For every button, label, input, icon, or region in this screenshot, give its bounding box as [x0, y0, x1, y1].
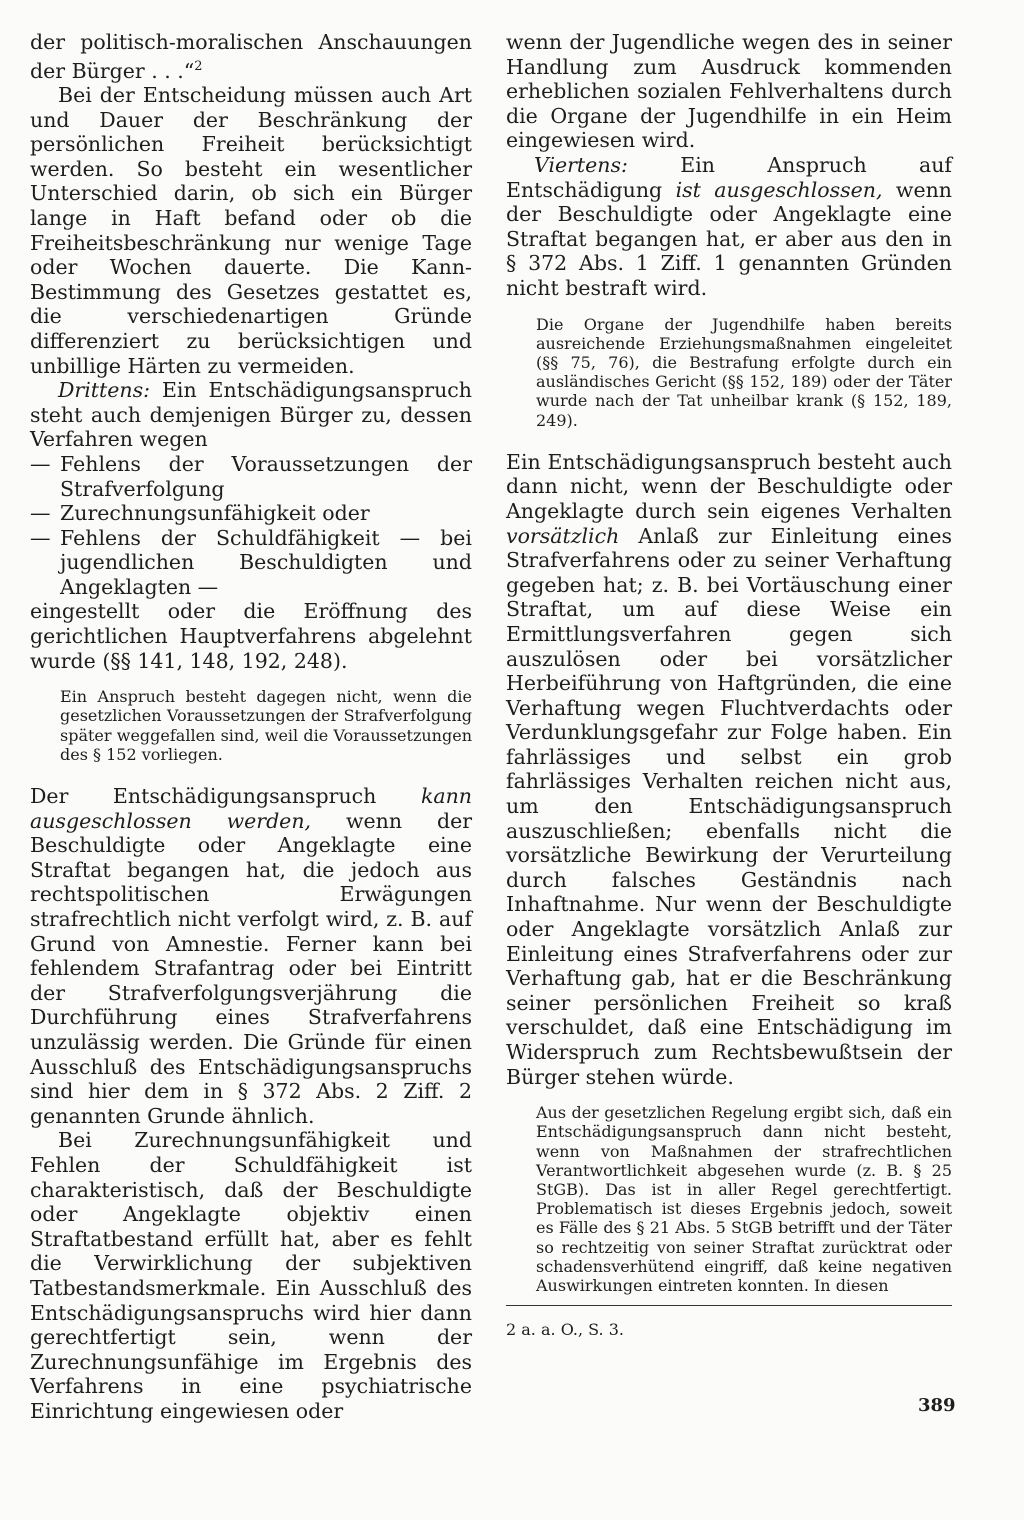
note-text: Ein Anspruch besteht dagegen nicht, wenn die gesetzlichen Voraussetzungen der Strafverfolgung später weggefallen sind, weil die Voraussetzungen des § 152 vorliegen.: [60, 687, 472, 764]
footnote-ref: 2: [194, 58, 203, 74]
list-item: — Zurechnungsunfähigkeit oder: [30, 501, 472, 526]
paragraph-text: wenn der Beschuldigte oder Angeklagte eine Straftat begangen hat, die jedoch aus rechtspolitischen Erwägungen strafrechtlich nicht verfolgt wird, z. B. auf Grund von Amnestie. Ferner kann bei fehlendem Strafantrag oder bei Eintritt der Strafverfolgungsverjährung die Durchführung eines Strafverfahrens unzulässig werden. Die Gründe für einen Ausschluß des Entschädigungsanspruchs sind hier dem in § 372 Abs. 2 Ziff. 2 genannten Grunde ähnlich.: [30, 808, 472, 1128]
paragraph-text: Anlaß zur Einleitung eines Strafverfahrens oder zu seiner Verhaftung gegeben hat; z. B. bei Vortäuschung einer Straftat, um auf diese Weise ein Ermittlungsverfahren gegen sich auszulösen oder bei vorsätzlicher Herbeiführung von Haftgründen, die eine Verhaftung wegen Fluchtverdachts oder Verdunklungsgefahr zur Folge haben. Ein fahrlässiges und selbst ein grob fahrlässiges Verhalten reichen nicht aus, um den Entschädigungsanspruch auszuschließen; ebenfalls nicht die vorsätzliche Bewirkung der Verurteilung durch falsches Geständnis nach Inhaftnahme. Nur wenn der Beschuldigte oder Angeklagte vorsätzlich Anlaß zur Einleitung eines Strafverfahrens oder zur Verhaftung gab, hat er die Beschränkung seiner persönlichen Freiheit so kraß verschuldet, daß eine Entschädigung im Widerspruch zum Rechtsbewußtsein der Bürger stehen würde.: [506, 523, 952, 1089]
emphasis: kann ausgeschlossen werden,: [30, 784, 472, 833]
paragraph-text: wenn der Beschuldigte oder Angeklagte eine Straftat begangen hat, er aber aus den in § 372 Abs. 1 Ziff. 1 genannten Gründen nicht bestraft wird.: [506, 177, 952, 300]
paragraph-text: Ein Anspruch auf Entschädigung: [506, 152, 952, 202]
footnote: 2 a. a. O., S. 3.: [506, 1320, 624, 1339]
paragraph: [506, 153, 952, 301]
paragraph-text: Ein Entschädigungsanspruch steht auch demjenigen Bürger zu, dessen Verfahren wegen: [30, 378, 472, 452]
note-block: [30, 687, 472, 764]
note-text: Aus der gesetzlichen Regelung ergibt sich, daß ein Entschädigungsanspruch dann nicht besteht, wenn von Maßnahmen der strafrechtlichen Verantwortlichkeit abgesehen wurde (z. B. § 25 StGB). Das ist in aller Regel gerechtfertigt. Problematisch ist dieses Ergebnis jedoch, soweit es Fälle des § 21 Abs. 5 StGB betrifft und der Täter so rechtzeitig von seiner Straftat zurücktrat oder schadensverhütend eingriff, daß keine negativen Auswirkungen eintreten konnten. In diesen: [536, 1103, 952, 1296]
section-label: Viertens:: [534, 152, 628, 177]
section-label: Drittens:: [58, 378, 151, 403]
right-column: [506, 30, 952, 1295]
paragraph: [30, 30, 472, 83]
note-block: [506, 1103, 952, 1295]
emphasis: vorsätzlich: [506, 523, 620, 548]
paragraph: Bei der Entscheidung müssen auch Art und Dauer der Beschränkung der persönlichen Freiheit berücksichtigt werden. So besteht ein wesentlicher Unterschied darin, ob sich ein Bürger lange in Haft befand oder ob die Freiheitsbeschränkung nur wenige Tage oder Wochen dauerte. Die Kann-Bestimmung des Gesetzes gestattet es, die verschiedenartigen Gründe differenziert zu berücksichtigen und unbillige Härten zu vermeiden.: [30, 83, 472, 378]
paragraph-text: Ein Entschädigungsanspruch besteht auch dann nicht, wenn der Beschuldigte oder Angeklagte durch sein eigenes Verhalten: [506, 449, 952, 523]
paragraph: [506, 450, 952, 1089]
list-item: — Fehlens der Schuldfähigkeit — bei jugendlichen Beschuldigten und Angeklagten —: [30, 526, 472, 600]
footnote-divider: [506, 1305, 952, 1306]
paragraph-text: der politisch-moralischen Anschauungen der Bürger . . .“: [30, 30, 472, 83]
page-number: 389: [918, 1395, 956, 1416]
paragraph-text: Der Entschädigungsanspruch: [30, 784, 421, 809]
paragraph: wenn der Jugendliche wegen des in seiner Handlung zum Ausdruck kommenden erheblichen sozialen Fehlverhaltens durch die Organe der Jugendhilfe in ein Heim eingewiesen wird.: [506, 30, 952, 153]
emphasis: ist ausgeschlossen,: [675, 177, 883, 202]
paragraph: eingestellt oder die Eröffnung des gerichtlichen Hauptverfahrens abgelehnt wurde (§§ 141, 148, 192, 248).: [30, 599, 472, 673]
paragraph: [30, 784, 472, 1128]
left-column: [30, 30, 472, 1424]
paragraph: [30, 378, 472, 452]
note-text: Die Organe der Jugendhilfe haben bereits ausreichende Erziehungsmaßnahmen eingeleitet (§§ 75, 76), die Bestrafung erfolgte durch ein ausländisches Gericht (§§ 152, 189) oder der Täter wurde nach der Tat unheilbar krank (§ 152, 189, 249).: [536, 314, 952, 430]
dash-list: [30, 452, 472, 600]
note-block: [506, 315, 952, 430]
paragraph: Bei Zurechnungsunfähigkeit und Fehlen der Schuldfähigkeit ist charakteristisch, daß der Beschuldigte oder Angeklagte objektiv einen Straftatbestand erfüllt hat, aber es fehlt die Verwirklichung der subjektiven Tatbestandsmerkmale. Ein Ausschluß des Entschädigungsanspruchs wird hier dann gerechtfertigt sein, wenn der Zurechnungsunfähige im Ergebnis des Verfahrens in eine psychiatrische Einrichtung eingewiesen oder: [30, 1128, 472, 1423]
list-item: — Fehlens der Voraussetzungen der Strafverfolgung: [30, 452, 472, 501]
